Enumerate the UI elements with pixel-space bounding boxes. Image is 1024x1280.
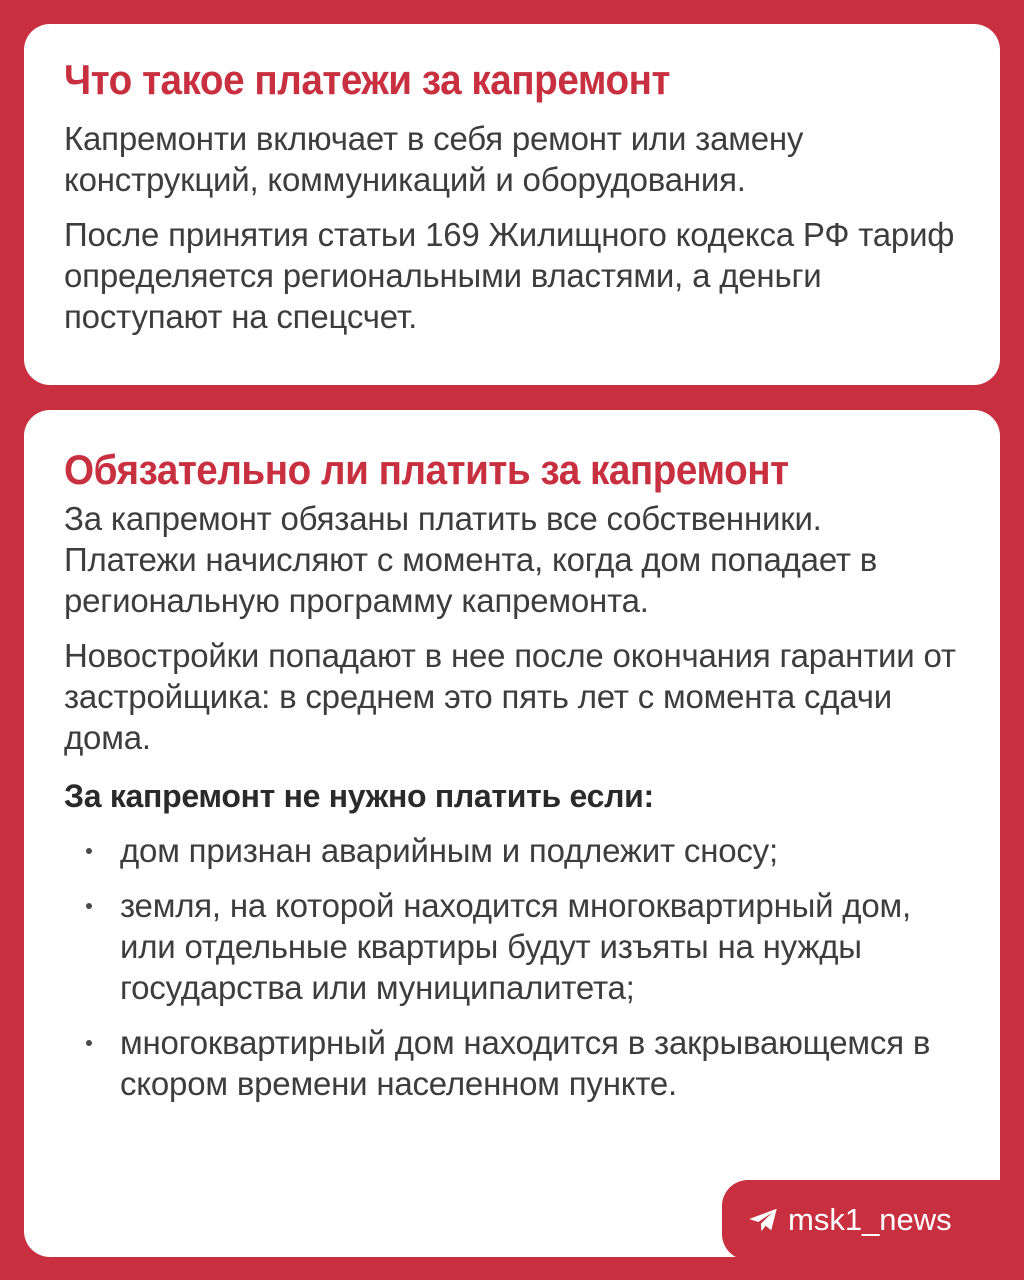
list-item-text: многоквартирный дом находится в закрывающемся в скором времени населенном пункте. (120, 1024, 931, 1102)
list-item (64, 1022, 960, 1104)
bullet-dot-icon (86, 848, 92, 854)
exemptions-list (64, 830, 960, 1104)
bullet-dot-icon (86, 1040, 92, 1046)
section-title: Обязательно ли платить за капремонт (64, 446, 789, 493)
paragraph: После принятия статьи 169 Жилищного кодекса РФ тариф определяется региональными властями, а деньги поступают на спецсчет. (64, 216, 955, 335)
channel-handle: msk1_news (788, 1202, 952, 1237)
list-item-text: земля, на которой находится многоквартирный дом, или отдельные квартиры будут изъяты на нужды государства или муниципалитета; (120, 887, 911, 1006)
telegram-icon (748, 1207, 778, 1233)
paragraph: Новостройки попадают в нее после окончания гарантии от застройщика: в среднем это пять лет с момента сдачи дома. (64, 637, 956, 756)
section-title: Что такое платежи за капремонт (64, 56, 670, 103)
paragraph: Капремонти включает в себя ремонт или замену конструкций, коммуникаций и оборудования. (64, 120, 804, 198)
info-card-obligation (24, 410, 1000, 1257)
list-item (64, 830, 960, 871)
list-item (64, 885, 960, 1008)
exemptions-heading: За капремонт не нужно платить если: (64, 778, 654, 814)
paragraph: За капремонт обязаны платить все собственники. Платежи начисляют с момента, когда дом попадает в региональную программу капремонта. (64, 500, 878, 619)
bullet-dot-icon (86, 903, 92, 909)
list-item-text: дом признан аварийным и подлежит сносу; (120, 832, 778, 869)
info-card-what-is (24, 24, 1000, 385)
channel-badge[interactable] (722, 1180, 1024, 1260)
